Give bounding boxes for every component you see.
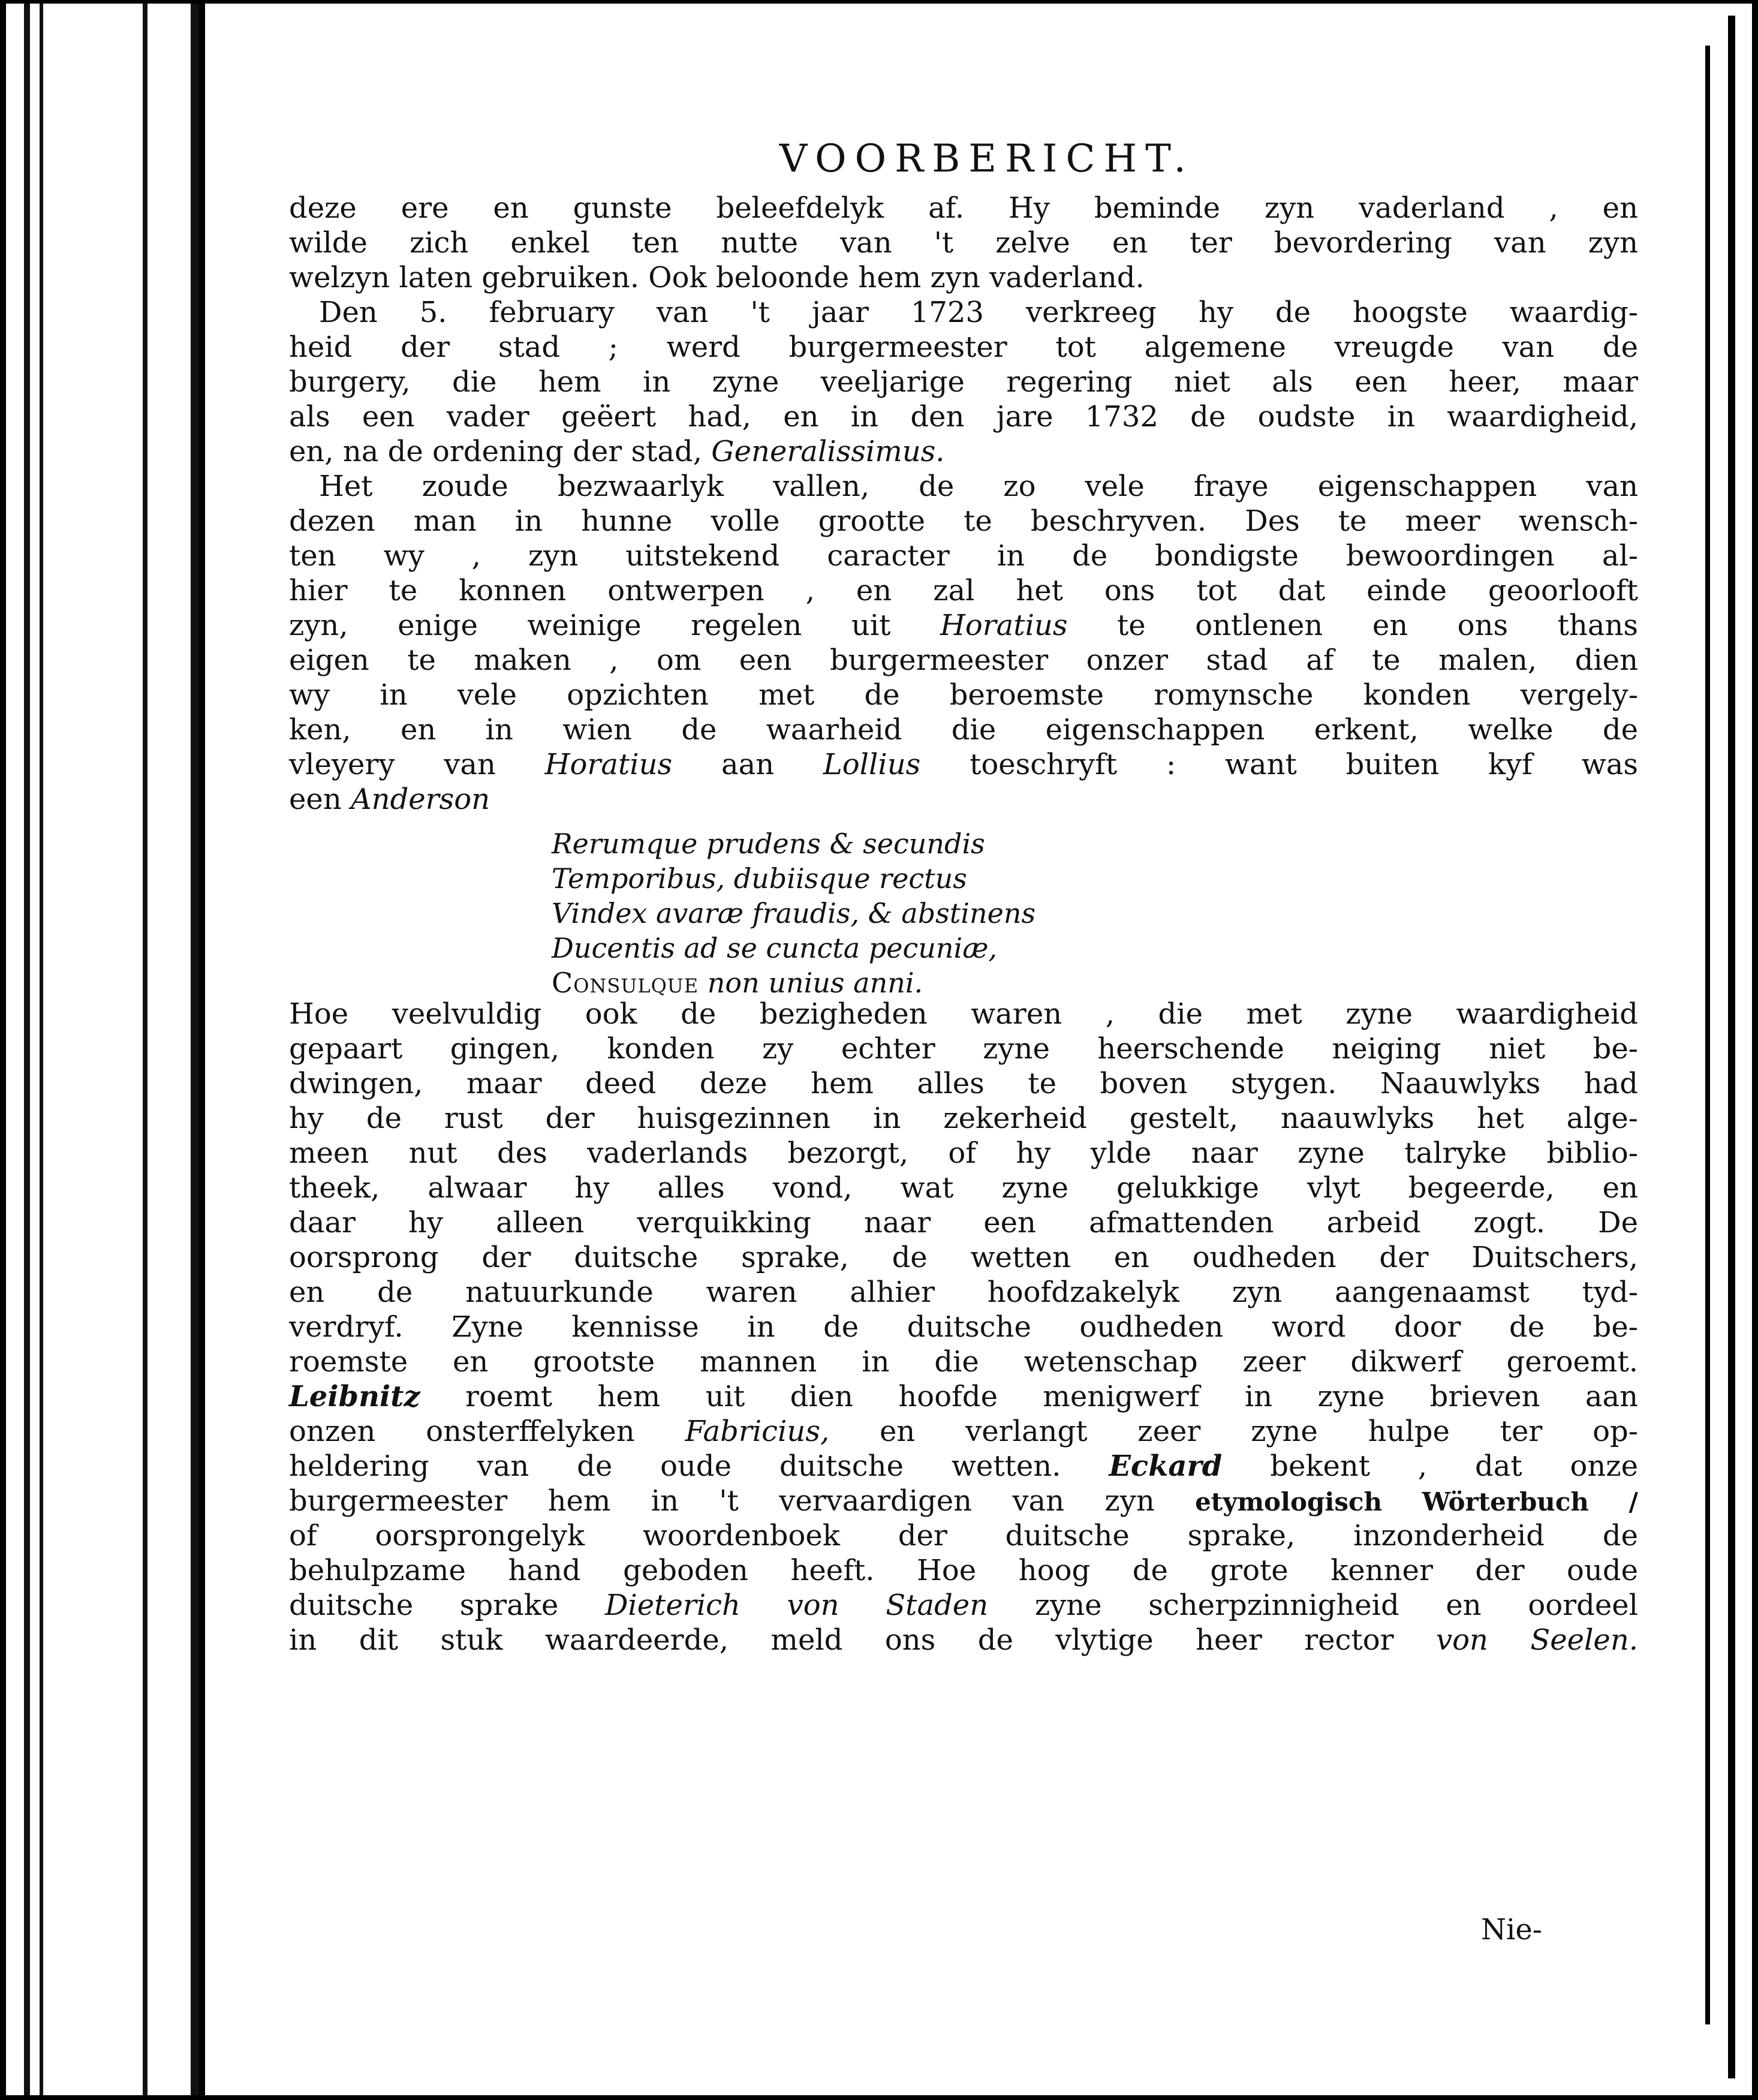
text-line — [289, 747, 1638, 782]
text-run: burgermeester hem in 't vervaardigen van zyn — [289, 1484, 1155, 1518]
text-line: hy de rust der huisgezinnen in zekerheid gestelt, naauwlyks het alge- — [289, 1102, 1638, 1135]
page-edge-line — [191, 4, 199, 2095]
page-edge-line — [1728, 16, 1735, 2078]
text-line: Den 5. february van 't jaar 1723 verkreeg hy de hoogste waardig- — [319, 296, 1638, 329]
verse-line: Temporibus, dubiisque rectus — [552, 862, 967, 895]
text-line — [289, 1449, 1638, 1484]
page-edge-line — [40, 4, 43, 2095]
text-run: aan — [721, 748, 775, 781]
italic-term: Horatius — [940, 609, 1068, 642]
italic-term: von Seelen. — [1436, 1623, 1639, 1657]
text-line: en de natuurkunde waren alhier hoofdzakelyk zyn aangenaamst tyd- — [289, 1275, 1638, 1309]
text-line: oorsprong der duitsche sprake, de wetten en oudheden der Duitschers, — [289, 1241, 1638, 1274]
text-line: Het zoude bezwaarlyk vallen, de zo vele fraye eigenschappen van — [319, 470, 1638, 503]
italic-term: Horatius — [544, 748, 673, 781]
running-head: VOORBERICHT. — [779, 137, 1194, 181]
text-run: heldering van de oude duitsche wetten. — [289, 1449, 1061, 1483]
text-line: of oorsprongelyk woordenboek der duitsche sprake, inzonderheid de — [289, 1519, 1638, 1553]
text-run: duitsche sprake — [289, 1588, 559, 1622]
left-page-edges — [6, 4, 198, 2095]
text-run: vleyery van — [289, 748, 496, 781]
text-line: hier te konnen ontwerpen , en zal het ons tot dat einde geoorlooft — [289, 574, 1638, 607]
text-line — [289, 1588, 1638, 1623]
text-line: Hoe veelvuldig ook de bezigheden waren , die met zyne waardigheid — [289, 997, 1638, 1031]
text-run: een — [289, 783, 342, 816]
text-run: in dit stuk waardeerde, meld ons de vlytige heer rector — [289, 1623, 1394, 1657]
text-line: behulpzame hand geboden heeft. Hoe hoog de grote kenner der oude — [289, 1554, 1638, 1587]
verse-line: Vindex avaræ fraudis, & abstinens — [552, 897, 1036, 929]
text-line: eigen te maken , om een burgermeester onzer stad af te malen, dien — [289, 643, 1638, 677]
text-line — [289, 608, 1638, 643]
text-run: te ontlenen en ons thans — [1117, 609, 1639, 642]
italic-term: Generalissimus. — [711, 435, 945, 468]
verse-line: Ducentis ad se cuncta pecuniæ, — [552, 932, 998, 964]
text-line: verdryf. Zyne kennisse in de duitsche oudheden word door de be- — [289, 1310, 1638, 1344]
italic-term: Dieterich von Staden — [604, 1588, 989, 1622]
text-line: dwingen, maar deed deze hem alles te boven stygen. Naauwlyks had — [289, 1067, 1638, 1100]
text-run: en verlangt zeer zyne hulpe ter op- — [880, 1415, 1638, 1448]
text-line: roemste en grootste mannen in die wetenschap zeer dikwerf geroemt. — [289, 1345, 1638, 1379]
blackletter-term: etymologisch Wörterbuch / — [1195, 1487, 1638, 1517]
text-line: als een vader geëert had, en in den jare 1732 de oudste in waardigheid, — [289, 400, 1638, 434]
text-line — [289, 434, 1638, 469]
text-run: zyn, enige weinige regelen uit — [289, 609, 891, 642]
text-line: ten wy , zyn uitstekend caracter in de bondigste bewoordingen al- — [289, 539, 1638, 573]
text-run: bekent , dat onze — [1270, 1449, 1639, 1483]
text-line: ken, en in wien de waarheid die eigenschappen erkent, welke de — [289, 713, 1638, 747]
text-run: onzen onsterffelyken — [289, 1415, 635, 1448]
text-line — [289, 1484, 1638, 1518]
text-line — [289, 1623, 1638, 1657]
italic-term: Leibnitz — [289, 1380, 420, 1413]
text-line — [289, 782, 1638, 817]
text-run: non unius anni. — [707, 967, 923, 999]
text-line — [289, 1379, 1638, 1414]
italic-term: Anderson — [351, 783, 490, 816]
text-run: toeschryft : want buiten kyf was — [970, 748, 1639, 781]
text-run: roemt hem uit dien hoofde menigwerf in zyne brieven aan — [465, 1380, 1638, 1413]
italic-term: Eckard — [1109, 1449, 1223, 1483]
small-caps-term: Consulque — [552, 967, 699, 999]
page-edge-line — [143, 4, 147, 2095]
binding-gutter — [199, 4, 205, 2095]
text-line: wy in vele opzichten met de beroemste romynsche konden vergely- — [289, 678, 1638, 712]
text-run: en, na de ordening der stad, — [289, 435, 703, 468]
text-line: burgery, die hem in zyne veeljarige regering niet als een heer, maar — [289, 365, 1638, 399]
text-run: zyne scherpzinnigheid en oordeel — [1034, 1588, 1639, 1622]
text-line: theek, alwaar hy alles vond, wat zyne gelukkige vlyt begeerde, en — [289, 1171, 1638, 1205]
verse-line — [552, 965, 1331, 1000]
text-line: welzyn laten gebruiken. Ook beloonde hem zyn vaderland. — [289, 261, 1145, 294]
text-line: dezen man in hunne volle grootte te beschryven. Des te meer wensch- — [289, 504, 1638, 538]
text-line: wilde zich enkel ten nutte van 't zelve en ter bevordering van zyn — [289, 226, 1638, 260]
italic-term: Lollius — [823, 748, 921, 781]
page-edge-line — [1705, 46, 1710, 2024]
catchword: Nie- — [1481, 1913, 1542, 1946]
italic-term: Fabricius, — [685, 1415, 830, 1448]
text-line — [289, 1414, 1638, 1449]
latin-verse — [552, 826, 1331, 1000]
page-edge-line — [24, 4, 30, 2095]
text-line: meen nut des vaderlands bezorgt, of hy ylde naar zyne talryke biblio- — [289, 1136, 1638, 1170]
right-page-edges — [1692, 4, 1752, 2095]
text-line: gepaart gingen, konden zy echter zyne heerschende neiging niet be- — [289, 1032, 1638, 1066]
text-line: heid der stad ; werd burgermeester tot algemene vreugde van de — [289, 330, 1638, 364]
text-line: daar hy alleen verquikking naar een afmattenden arbeid zogt. De — [289, 1206, 1638, 1239]
text-line: deze ere en gunste beleefdelyk af. Hy beminde zyn vaderland , en — [289, 191, 1638, 225]
verse-line: Rerumque prudens & secundis — [552, 828, 985, 860]
